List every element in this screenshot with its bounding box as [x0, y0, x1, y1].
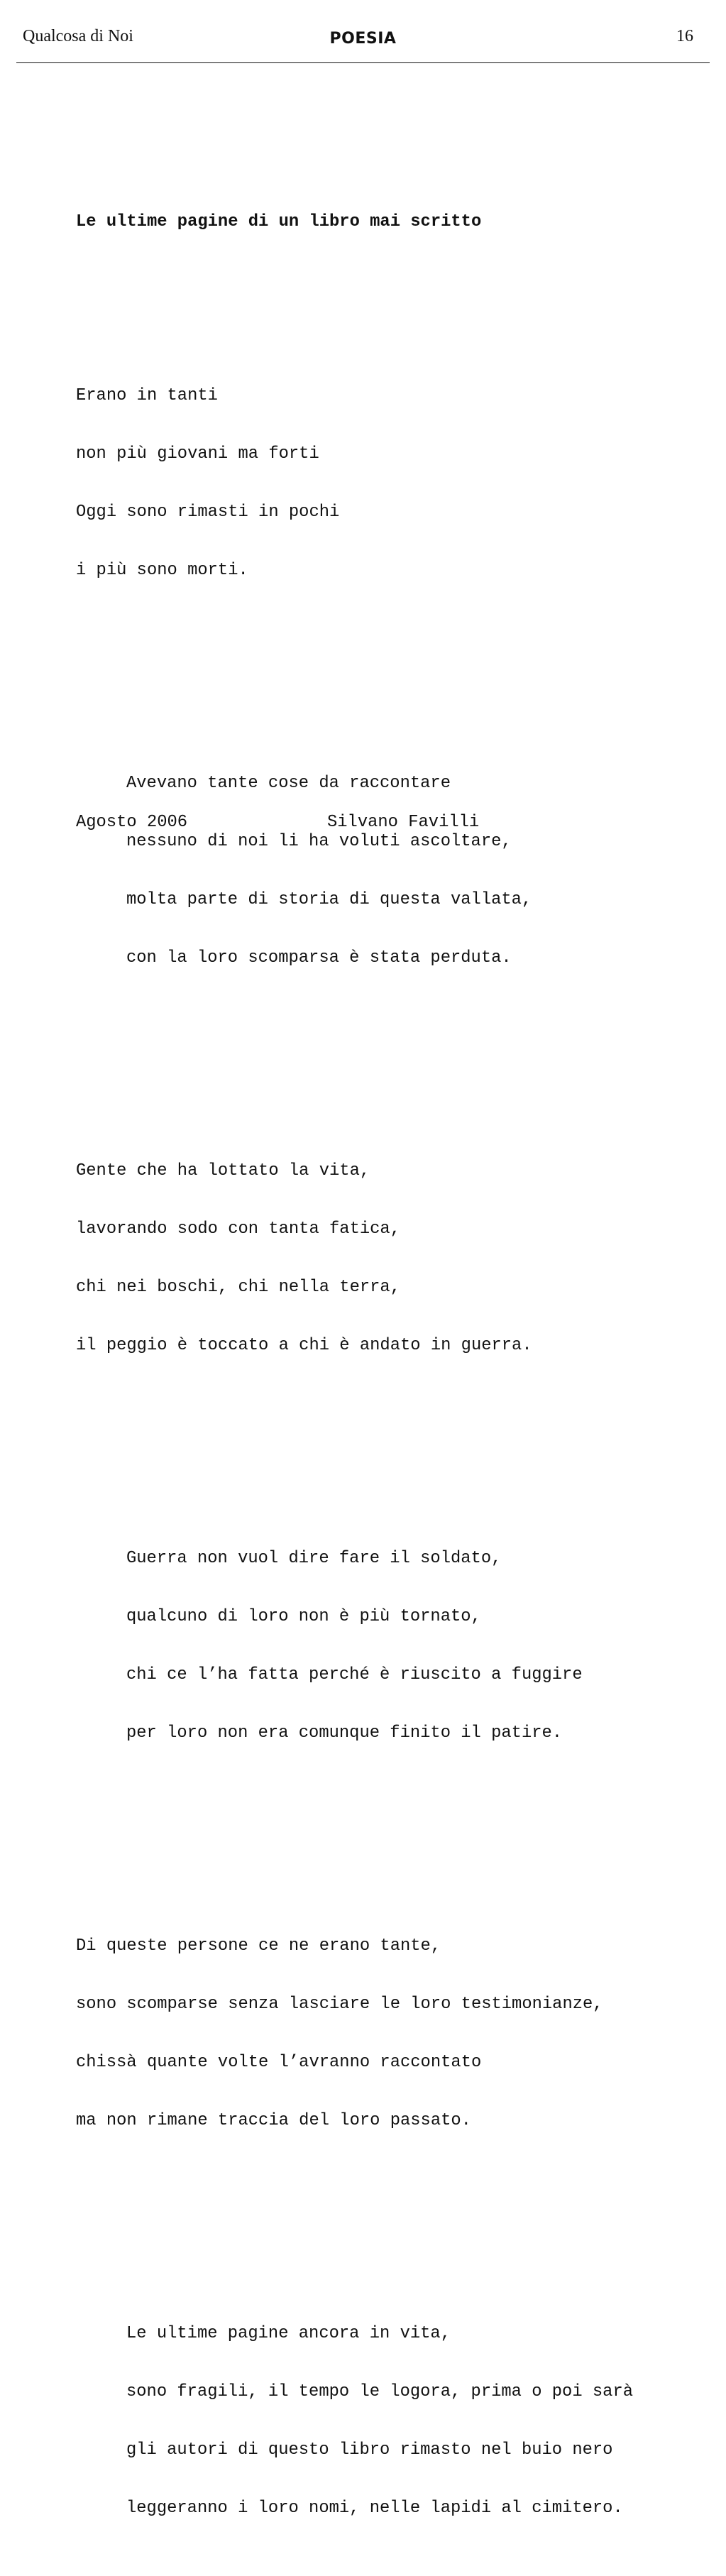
stanza-4 — [76, 1510, 700, 1781]
poem-author: Silvano Favilli — [327, 813, 480, 832]
poem-line: Avevano tante cose da raccontare — [126, 774, 451, 794]
poem-line: lavorando sodo con tanta fatica, — [76, 1220, 400, 1239]
stanza-5 — [76, 1897, 700, 2169]
poem — [76, 173, 700, 2576]
poem-line: gli autori di questo libro rimasto nel buio nero — [126, 2440, 613, 2460]
blank-line — [76, 270, 700, 289]
blank-line — [76, 2208, 700, 2227]
stanza-2 — [76, 735, 700, 1007]
page-header — [0, 0, 726, 64]
poem-line: Di queste persone ce ne erano tante, — [76, 1936, 441, 1956]
poem-line: il peggio è toccato a chi è andato in guerra. — [76, 1335, 532, 1355]
header-divider — [16, 62, 710, 63]
page-number: 16 — [676, 27, 693, 45]
poem-line: leggeranno i loro nomi, nelle lapidi al cimitero. — [126, 2498, 623, 2518]
poem-date: Agosto 2006 — [76, 813, 188, 832]
blank-line — [76, 1045, 700, 1064]
poem-line: i più sono morti. — [76, 560, 248, 580]
poem-line: Gente che ha lottato la vita, — [76, 1161, 370, 1181]
poem-line: qualcuno di loro non è più tornato, — [126, 1606, 481, 1626]
poem-line: Erano in tanti — [76, 386, 218, 406]
poem-line: Oggi sono rimasti in pochi — [76, 503, 340, 522]
stanza-6 — [76, 2285, 700, 2556]
poem-line: chissà quante volte l’avranno raccontato — [76, 2052, 482, 2072]
blank-line — [76, 657, 700, 676]
poem-line: per loro non era comunque finito il patire. — [126, 1723, 563, 1743]
poem-line: molta parte di storia di questa vallata, — [126, 889, 532, 909]
blank-line — [76, 1432, 700, 1452]
poem-line: con la loro scomparsa è stata perduta. — [126, 948, 512, 968]
poem-line: non più giovani ma forti — [76, 444, 319, 464]
poem-line: chi ce l’ha fatta perché è riuscito a fuggire — [126, 1665, 583, 1684]
poem-title: Le ultime pagine di un libro mai scritto — [76, 212, 482, 231]
poem-line: nessuno di noi li ha voluti ascoltare, — [126, 832, 512, 852]
poem-line: sono scomparse senza lasciare le loro testimonianze, — [76, 1994, 603, 2014]
poem-line: Le ultime pagine ancora in vita, — [126, 2323, 451, 2343]
poem-line: Guerra non vuol dire fare il soldato, — [126, 1549, 502, 1569]
stanza-3 — [76, 1123, 700, 1394]
blank-line — [76, 1820, 700, 1839]
stanza-1 — [76, 348, 700, 619]
poem-line: chi nei boschi, chi nella terra, — [76, 1277, 400, 1297]
section-title: POESIA — [329, 30, 397, 48]
poem-line: ma non rimane traccia del loro passato. — [76, 2110, 471, 2130]
poem-line: sono fragili, il tempo le logora, prima o poi sarà — [126, 2382, 634, 2401]
publication-name: Qualcosa di Noi — [23, 27, 133, 45]
